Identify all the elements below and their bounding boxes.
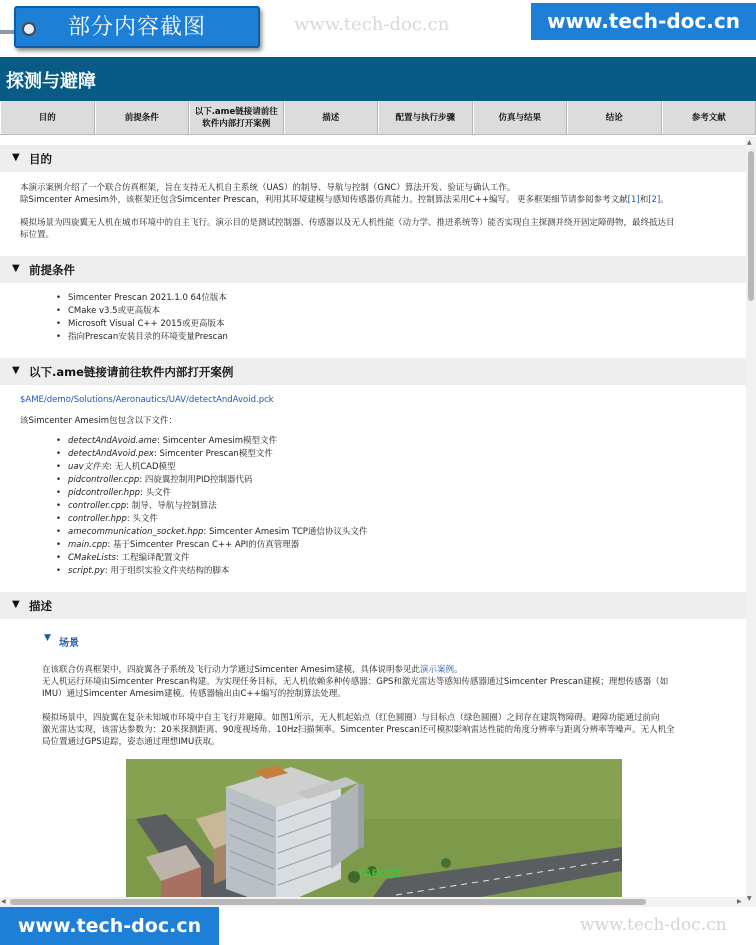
text-span: 和	[639, 195, 649, 205]
text-line: 标位置。	[20, 230, 55, 240]
nav-item-references[interactable]: 参考文献	[662, 101, 756, 134]
subsection-title-scenario[interactable]: 场景	[59, 638, 79, 649]
file-name: main.cpp	[68, 540, 108, 550]
list-item: • 指向Prescan安装目录的环境变量Prescan	[68, 331, 228, 344]
section-title: 目的	[29, 152, 52, 166]
scene-drawing	[126, 759, 622, 907]
site-badge[interactable]: www.tech-doc.cn	[531, 3, 756, 40]
section-title: 前提条件	[29, 263, 75, 277]
file-name: detectAndAvoid.pex	[68, 449, 154, 459]
file-desc: : 无人机CAD模型	[109, 462, 176, 472]
package-files-list	[68, 435, 367, 578]
text-line: 本演示案例介绍了一个联合仿真框架，旨在支持无人机自主系统（UAS）的制导、导航与控制（GNC）算法开发、验证与确认工作。	[20, 183, 516, 193]
list-item	[68, 539, 367, 552]
description-paragraph-1	[42, 664, 732, 700]
purpose-paragraph-2	[20, 217, 730, 241]
page-title: 探测与避障	[6, 71, 96, 92]
section-title: 以下.ame链接请前往软件内部打开案例	[29, 365, 234, 379]
collapse-triangle-icon[interactable]: ▼	[44, 633, 51, 643]
prerequisites-list	[68, 292, 228, 344]
file-name: amecommunication_socket.hpp	[68, 527, 204, 537]
nav-item-conclusion[interactable]: 结论	[567, 101, 662, 134]
collapse-triangle-icon[interactable]: ▼	[12, 365, 20, 376]
file-name: uav文件夹	[68, 462, 110, 472]
file-name: detectAndAvoid.ame	[68, 436, 158, 446]
ame-path-line	[20, 394, 730, 406]
list-item	[68, 474, 367, 487]
text-line: 激光雷达实现，该雷达参数为：20米探测距离、90度视场角、10Hz扫描频率。Simcenter Prescan还可模拟影响雷达性能的角度分辨率与距离分辨率等噪声。无人机全	[42, 725, 675, 735]
horizontal-scrollbar[interactable]	[0, 897, 746, 907]
file-name: pidcontroller.cpp	[68, 475, 140, 485]
vertical-scrollbar[interactable]	[746, 137, 756, 907]
description-paragraph-2	[42, 712, 732, 748]
watermark-text: www.tech-doc.cn	[294, 14, 450, 35]
section-nav	[0, 101, 756, 135]
scroll-right-arrow-icon[interactable]: ▶	[737, 898, 742, 905]
reference-link-1[interactable]: [1]	[627, 195, 640, 205]
file-name: CMakeLists	[68, 553, 116, 563]
ame-package-link[interactable]: $AME/demo/Solutions/Aeronautics/UAV/detectAndAvoid.pck	[20, 395, 274, 405]
list-item	[68, 461, 367, 474]
building-wall	[358, 783, 364, 849]
file-desc: : 用于组织实验文件夹结构的脚本	[104, 566, 230, 576]
collapse-triangle-icon[interactable]: ▼	[12, 263, 20, 274]
horizontal-scroll-thumb[interactable]	[10, 899, 646, 905]
section-title: 描述	[29, 599, 52, 613]
section-header-prerequisites[interactable]	[0, 256, 746, 283]
reference-link-2[interactable]: [2]	[648, 195, 661, 205]
text-line: IMU）通过Simcenter Amesim建模。传感器输出由C++编写的控制算法处理。	[42, 689, 346, 699]
file-name: script.py	[68, 566, 105, 576]
list-item: • Simcenter Prescan 2021.1.0 64位版本	[68, 292, 228, 305]
list-item: • CMake v3.5或更高版本	[68, 305, 228, 318]
text-line: 无人机运行环境由Simcenter Prescan构建。为实现任务目标，无人机依赖多种传感器：GPS和激光雷达等感知传感器通过Simcenter Prescan建模；理想传感器（如	[42, 677, 669, 687]
file-desc: : 头文件	[140, 488, 172, 498]
text-line	[42, 664, 732, 676]
file-desc: : 工程编译配置文件	[115, 553, 190, 563]
text-line	[20, 194, 730, 206]
file-desc: : Simcenter Prescan模型文件	[153, 449, 273, 459]
scroll-up-arrow-icon[interactable]: ▲	[747, 139, 752, 146]
title-bar	[0, 57, 756, 101]
text-line: 局位置通过GPS追踪，姿态通过理想IMU获取。	[42, 737, 220, 747]
list-item	[68, 565, 367, 578]
file-desc: : 基于Simcenter Prescan C++ API的仿真管理器	[107, 540, 300, 550]
list-item	[68, 552, 367, 565]
file-desc: : 头文件	[126, 514, 158, 524]
collapse-triangle-icon[interactable]: ▼	[12, 152, 20, 163]
list-item	[68, 435, 367, 448]
package-intro: 该Simcenter Amesim包包含以下文件：	[20, 416, 177, 426]
screenshot-tag-badge: 部分内容截图	[14, 6, 260, 48]
ground-far	[126, 759, 622, 819]
list-item	[68, 487, 367, 500]
target-label: TARGET	[358, 868, 403, 880]
demo-case-link[interactable]: 演示案例	[419, 665, 454, 675]
watermark-text-bottom: www.tech-doc.cn	[580, 915, 727, 935]
list-item: • Microsoft Visual C++ 2015或更高版本	[68, 318, 228, 331]
list-item	[68, 526, 367, 539]
nav-item-setup-steps[interactable]: 配置与执行步骤	[378, 101, 473, 134]
file-desc: : Simcenter Amesim TCP通信协议头文件	[203, 527, 368, 537]
file-desc: : 制导、导航与控制算法	[126, 501, 217, 511]
list-item	[68, 513, 367, 526]
vertical-scroll-thumb[interactable]	[748, 151, 754, 301]
section-header-description[interactable]	[0, 592, 746, 619]
site-badge-bottom[interactable]: www.tech-doc.cn	[0, 907, 219, 945]
file-name: pidcontroller.hpp	[68, 488, 140, 498]
tree	[441, 858, 451, 868]
urban-scene-image	[126, 759, 622, 907]
tower-left-wall	[226, 787, 276, 907]
list-item	[68, 500, 367, 513]
file-name: controller.hpp	[68, 514, 127, 524]
collapse-triangle-icon[interactable]: ▼	[12, 599, 20, 610]
text-line: 模拟场景中，四旋翼在复杂未知城市环境中自主飞行并避障。如图1所示，无人机起始点（红色圆圈）与目标点（绿色圆圈）之间存在建筑物障碍。避障功能通过前向	[42, 713, 660, 723]
list-item	[68, 448, 367, 461]
purpose-paragraph-1	[20, 182, 730, 206]
text-span: 除Simcenter Amesim外，该框架还包含Simcenter Prescan，利用其环境建模与感知传感器仿真能力。控制算法采用C++编写。 更多框架细节请参阅参考文献	[20, 195, 628, 205]
scroll-down-arrow-icon[interactable]: ▼	[747, 895, 752, 902]
nav-item-ame-link[interactable]: 以下.ame链接请前往软件内部打开案例	[189, 101, 284, 134]
file-name: controller.cpp	[68, 501, 127, 511]
nav-item-purpose[interactable]: 目的	[0, 101, 95, 134]
tag-pin-icon	[22, 22, 36, 36]
nav-item-description[interactable]: 描述	[284, 101, 379, 134]
section-header-ame-link[interactable]	[0, 358, 746, 385]
top-banner	[0, 0, 756, 57]
text-span: 。	[660, 195, 669, 205]
scroll-left-arrow-icon[interactable]: ◀	[1, 898, 6, 905]
text-span: 在该联合仿真框架中，四旋翼各子系统及飞行动力学通过Simcenter Amesim建模，具体说明参见此	[42, 665, 420, 675]
file-desc: : Simcenter Amesim模型文件	[157, 436, 278, 446]
text-line: 模拟场景为四旋翼无人机在城市环境中的自主飞行。演示目的是测试控制器、传感器以及无人机性能（动力学、推进系统等）能否实现自主探测并绕开固定障碍物，最终抵达目	[20, 218, 675, 228]
text-span: 。	[454, 665, 463, 675]
nav-item-prerequisites[interactable]: 前提条件	[95, 101, 190, 134]
file-desc: : 四旋翼控制用PID控制器代码	[139, 475, 253, 485]
section-header-purpose[interactable]	[0, 145, 746, 172]
nav-item-simulation-results[interactable]: 仿真与结果	[473, 101, 568, 134]
content-area	[0, 137, 746, 907]
